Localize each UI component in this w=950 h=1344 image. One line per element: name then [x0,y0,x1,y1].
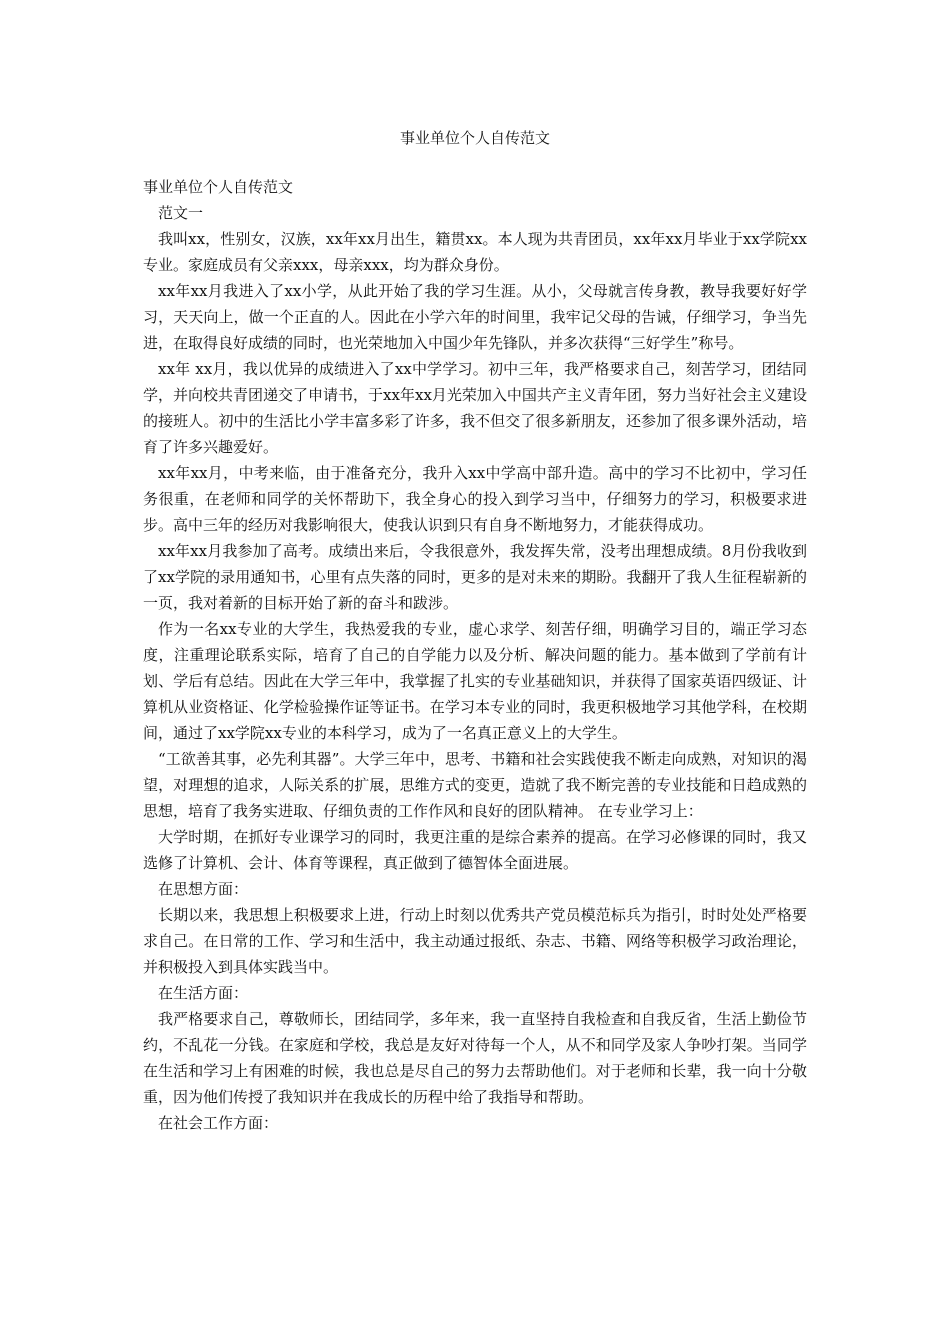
subheading-life: 在生活方面： [158,984,249,1002]
subheading-social-work: 在社会工作方面： [158,1114,279,1132]
paragraph-sample-label: 范文一 [158,204,204,222]
subheading-thought: 在思想方面： [158,880,249,898]
paragraph-middle-school: xx年 xx月，我以优异的成绩进入了xx中学学习。初中三年，我严格要求自己，刻苦学习，团结同学，并向校共青团递交了申请书，于xx年xx月光荣加入中国共产主义青年团，努力当好社会主义建设的接班人。初中的生活比小学丰富多彩了许多，我不但交了很多新朋友，还参加了很多课外活动，培育了许多兴趣爱好。 [143,360,807,456]
paragraph-thought: 长期以来，我思想上积极要求上进，行动上时刻以优秀共产党员模范标兵为指引，时时处处严格要求自己。在日常的工作、学习和生活中，我主动通过报纸、杂志、书籍、网络等积极学习政治理论，并积极投入到具体实践当中。 [143,906,807,976]
paragraph-high-school: xx年xx月，中考来临，由于准备充分，我升入xx中学高中部升造。高中的学习不比初中，学习任务很重，在老师和同学的关怀帮助下，我全身心的投入到学习当中，仔细努力的学习，积极要求进步。高中三年的经历对我影响很大，使我认识到只有自身不断地努力，才能获得成功。 [143,464,807,534]
paragraph-college-entrance: xx年xx月我参加了高考。成绩出来后，令我很意外，我发挥失常，没考出理想成绩。8月份我收到了xx学院的录用通知书，心里有点失落的同时，更多的是对未来的期盼。我翻开了我人生征程崭新的一页，我对着新的目标开始了新的奋斗和跋涉。 [143,542,807,612]
section-heading: 事业单位个人自传范文 [143,178,294,196]
paragraph-intro: 我叫xx，性别女，汉族，xx年xx月出生，籍贯xx。本人现为共青团员，xx年xx月毕业于xx学院xx专业。家庭成员有父亲xxx，母亲xxx，均为群众身份。 [143,230,807,274]
paragraph-life: 我严格要求自己，尊敬师长，团结同学，多年来，我一直坚持自我检查和自我反省，生活上勤俭节约，不乱花一分钱。在家庭和学校，我总是友好对待每一个人，从不和同学及家人争吵打架。当同学在生活和学习上有困难的时候，我也总是尽自己的努力去帮助他们。对于老师和长辈，我一向十分敬重，因为他们传授了我知识并在我成长的历程中给了我指导和帮助。 [143,1010,807,1106]
document-body [143,174,807,1136]
paragraph-comprehensive: 大学时期，在抓好专业课学习的同时，我更注重的是综合素养的提高。在学习必修课的同时，我又选修了计算机、会计、体育等课程，真正做到了德智体全面进展。 [143,828,807,872]
paragraph-growth: “工欲善其事，必先利其器”。大学三年中，思考、书籍和社会实践使我不断走向成熟，对知识的渴望，对理想的追求，人际关系的扩展，思维方式的变更，造就了我不断完善的专业技能和日趋成熟的思想，培育了我务实进取、仔细负责的工作作风和良好的团队精神。 在专业学习上： [143,750,807,820]
document-title: 事业单位个人自传范文 [399,129,550,147]
paragraph-primary-school: xx年xx月我进入了xx小学，从此开始了我的学习生涯。从小，父母就言传身教，教导我要好好学习，天天向上，做一个正直的人。因此在小学六年的时间里，我牢记父母的告诫，仔细学习，争当先进，在取得良好成绩的同时，也光荣地加入中国少年先锋队，并多次获得“三好学生”称号。 [143,282,807,352]
paragraph-university-study: 作为一名xx专业的大学生，我热爱我的专业，虚心求学、刻苦仔细，明确学习目的，端正学习态度，注重理论联系实际，培育了自己的自学能力以及分析、解决问题的能力。基本做到了学前有计划、学后有总结。因此在大学三年中，我掌握了扎实的专业基础知识，并获得了国家英语四级证、计算机从业资格证、化学检验操作证等证书。在学习本专业的同时，我更积极地学习其他学科，在校期间，通过了xx学院xx专业的本科学习，成为了一名真正意义上的大学生。 [143,620,807,742]
